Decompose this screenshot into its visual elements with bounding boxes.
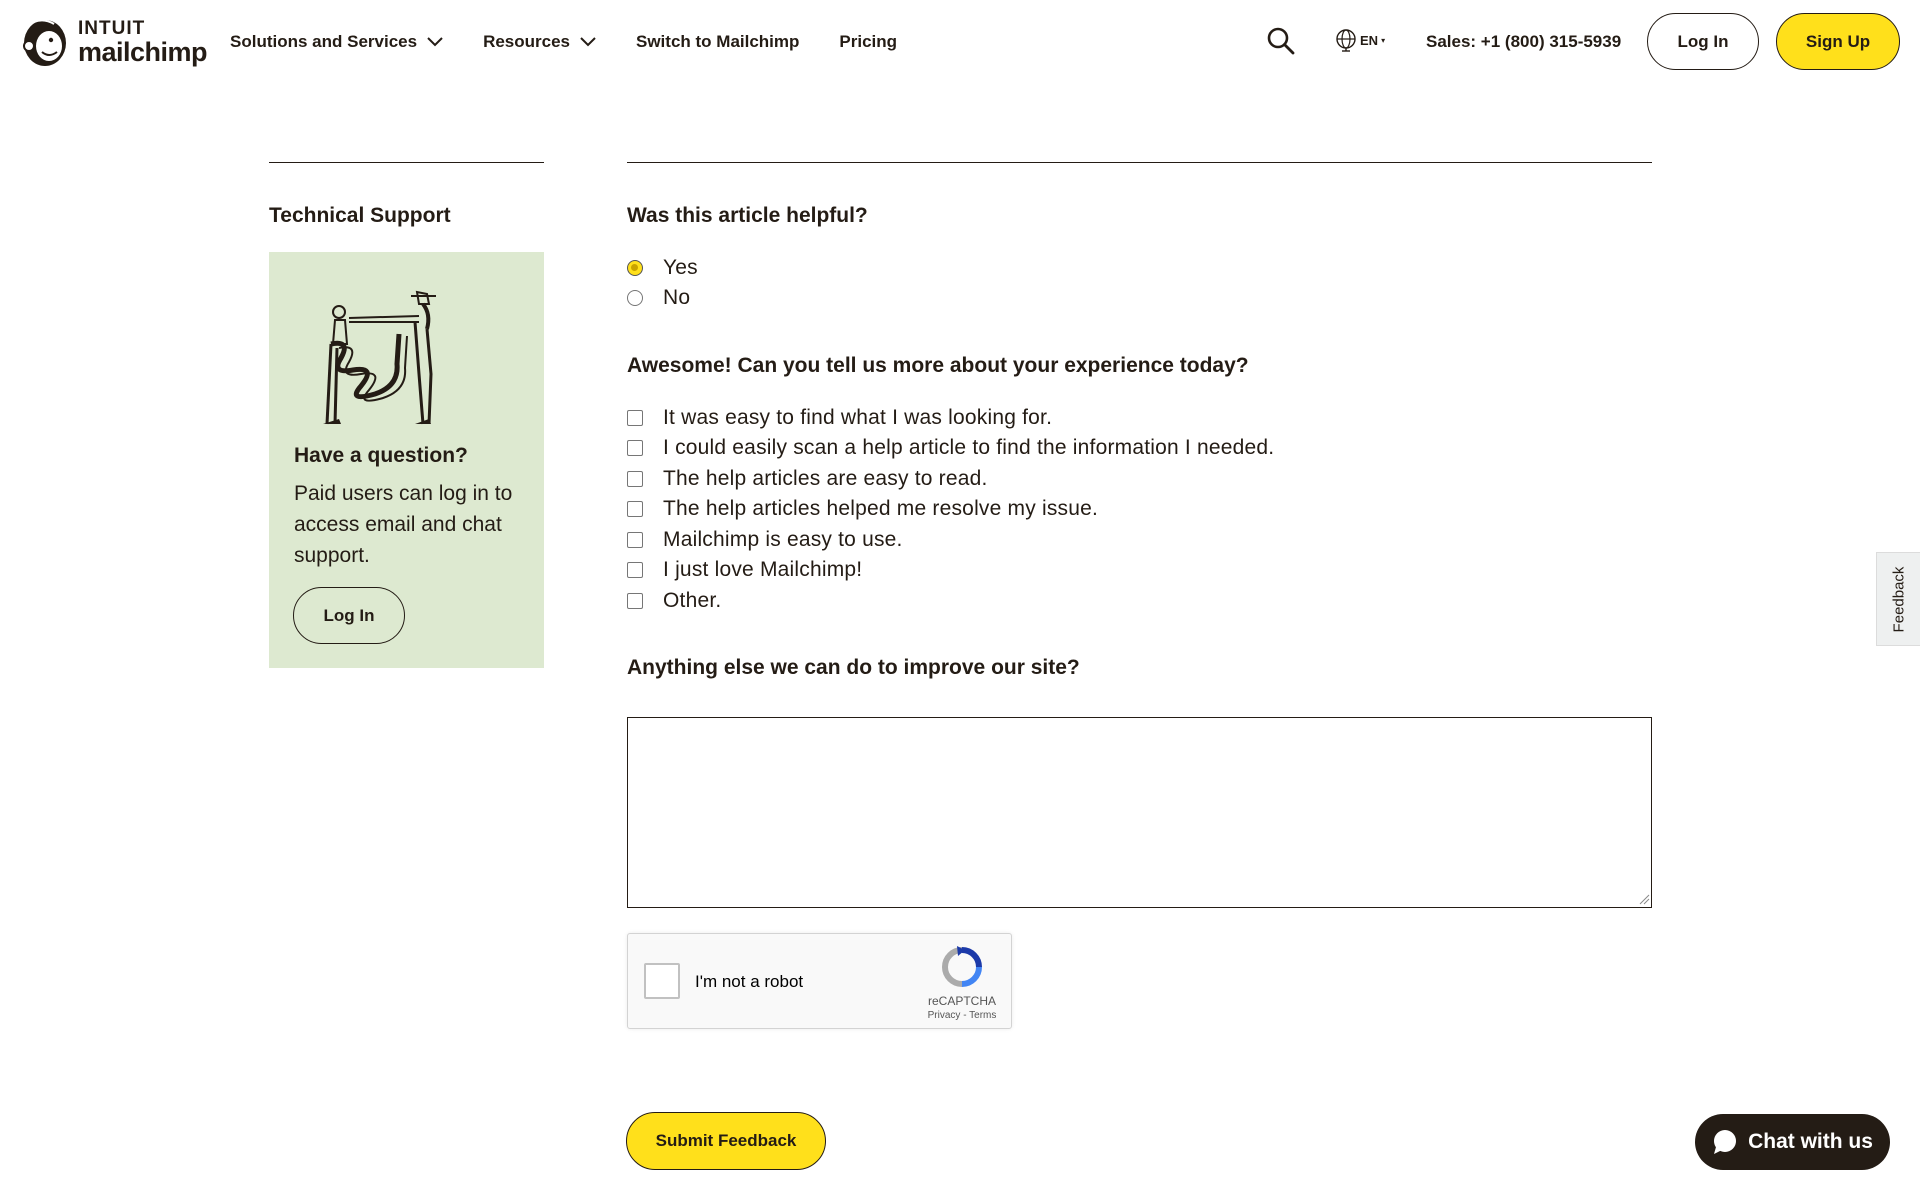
nav-resources[interactable] xyxy=(483,32,596,52)
checkbox[interactable] xyxy=(627,501,643,517)
checkbox-label: I just love Mailchimp! xyxy=(663,558,863,581)
recaptcha-links xyxy=(918,1010,1006,1021)
nav-item-label: Pricing xyxy=(839,32,898,51)
recaptcha-brand: reCAPTCHA xyxy=(927,994,996,1008)
support-card-title: Have a question? xyxy=(294,444,468,467)
nav-item-label: Resources xyxy=(483,32,570,51)
radio-label: Yes xyxy=(663,256,698,279)
recaptcha-privacy-link[interactable]: Privacy xyxy=(927,1010,961,1021)
language-code: EN xyxy=(1360,32,1379,48)
feedback-side-tab[interactable] xyxy=(1876,552,1920,646)
stairs-illustration-icon xyxy=(301,274,451,434)
support-card-text: Paid users can log in to access email and chat support. xyxy=(294,482,513,567)
mailchimp-logo[interactable] xyxy=(20,16,207,68)
checkbox-option-resolved-issue[interactable] xyxy=(627,496,1098,522)
feedback-tab-label: Feedback xyxy=(1890,566,1907,632)
nav-solutions-and-services[interactable] xyxy=(230,32,443,52)
radio-yes[interactable] xyxy=(627,260,643,276)
checkbox[interactable] xyxy=(627,562,643,578)
signup-button[interactable]: Sign Up xyxy=(1776,13,1900,70)
checkbox[interactable] xyxy=(627,593,643,609)
recaptcha-checkbox[interactable] xyxy=(644,963,680,999)
nav-pricing[interactable] xyxy=(839,32,897,52)
resize-handle-icon[interactable] xyxy=(1639,894,1650,905)
checkbox[interactable] xyxy=(627,471,643,487)
search-icon[interactable] xyxy=(1266,26,1296,56)
checkbox[interactable] xyxy=(627,410,643,426)
chat-bubble-icon xyxy=(1712,1129,1738,1155)
freddie-logo-icon xyxy=(20,16,70,68)
checkbox-label: The help articles are easy to read. xyxy=(663,467,988,490)
sales-phone: Sales: +1 (800) 315-5939 xyxy=(1426,32,1622,51)
checkbox-option-love-mailchimp[interactable] xyxy=(627,557,862,583)
logo-intuit-text: INTUIT xyxy=(78,17,146,39)
nav-item-label: Solutions and Services xyxy=(230,32,418,51)
recaptcha-widget xyxy=(627,933,1012,1029)
language-selector[interactable] xyxy=(1335,28,1385,52)
checkbox-label: I could easily scan a help article to find the information I needed. xyxy=(663,436,1275,459)
recaptcha-link-separator: - xyxy=(960,1010,970,1021)
checkbox-label: It was easy to find what I was looking for. xyxy=(663,406,1053,429)
nav-item-label: Switch to Mailchimp xyxy=(636,32,800,51)
question-helpful-title: Was this article helpful? xyxy=(627,204,868,227)
submit-feedback-button[interactable]: Submit Feedback xyxy=(626,1112,826,1170)
chat-with-us-button[interactable] xyxy=(1695,1114,1890,1170)
main-nav xyxy=(230,0,937,84)
checkbox-label: The help articles helped me resolve my issue. xyxy=(663,497,1099,520)
site-header xyxy=(0,0,1920,84)
checkbox-label: Mailchimp is easy to use. xyxy=(663,528,903,551)
logo-mailchimp-text: mailchimp xyxy=(78,36,208,67)
checkbox-option-easy-to-use[interactable] xyxy=(627,527,903,553)
form-divider xyxy=(627,162,1652,163)
support-heading: Technical Support xyxy=(269,204,451,227)
header-login-button[interactable]: Log In xyxy=(1647,13,1759,70)
chevron-down-icon xyxy=(427,37,443,47)
checkbox-option-other[interactable] xyxy=(627,588,721,614)
checkbox-option-easy-to-find[interactable] xyxy=(627,405,1052,431)
chevron-down-icon xyxy=(580,37,596,47)
radio-no[interactable] xyxy=(627,290,643,306)
caret-down-icon: ▾ xyxy=(1381,35,1386,45)
recaptcha-logo-icon xyxy=(941,946,983,988)
support-card xyxy=(269,252,544,668)
checkbox-label: Other. xyxy=(663,589,722,612)
checkbox[interactable] xyxy=(627,532,643,548)
recaptcha-label: I'm not a robot xyxy=(695,972,804,991)
recaptcha-terms-link[interactable]: Terms xyxy=(969,1010,997,1021)
radio-option-yes[interactable] xyxy=(627,255,698,281)
checkbox-option-easy-to-read[interactable] xyxy=(627,466,988,492)
question-experience-title: Awesome! Can you tell us more about your experience today? xyxy=(627,354,1249,377)
checkbox[interactable] xyxy=(627,440,643,456)
nav-switch-to-mailchimp[interactable] xyxy=(636,32,799,52)
radio-label: No xyxy=(663,286,691,309)
improve-site-textarea[interactable] xyxy=(627,717,1652,908)
radio-option-no[interactable] xyxy=(627,285,690,311)
chat-label: Chat with us xyxy=(1748,1130,1873,1153)
support-login-button[interactable]: Log In xyxy=(293,587,405,644)
sidebar-divider xyxy=(269,162,544,163)
question-improve-title: Anything else we can do to improve our site? xyxy=(627,656,1080,679)
checkbox-option-easy-to-scan[interactable] xyxy=(627,435,1274,461)
globe-icon xyxy=(1335,28,1357,52)
